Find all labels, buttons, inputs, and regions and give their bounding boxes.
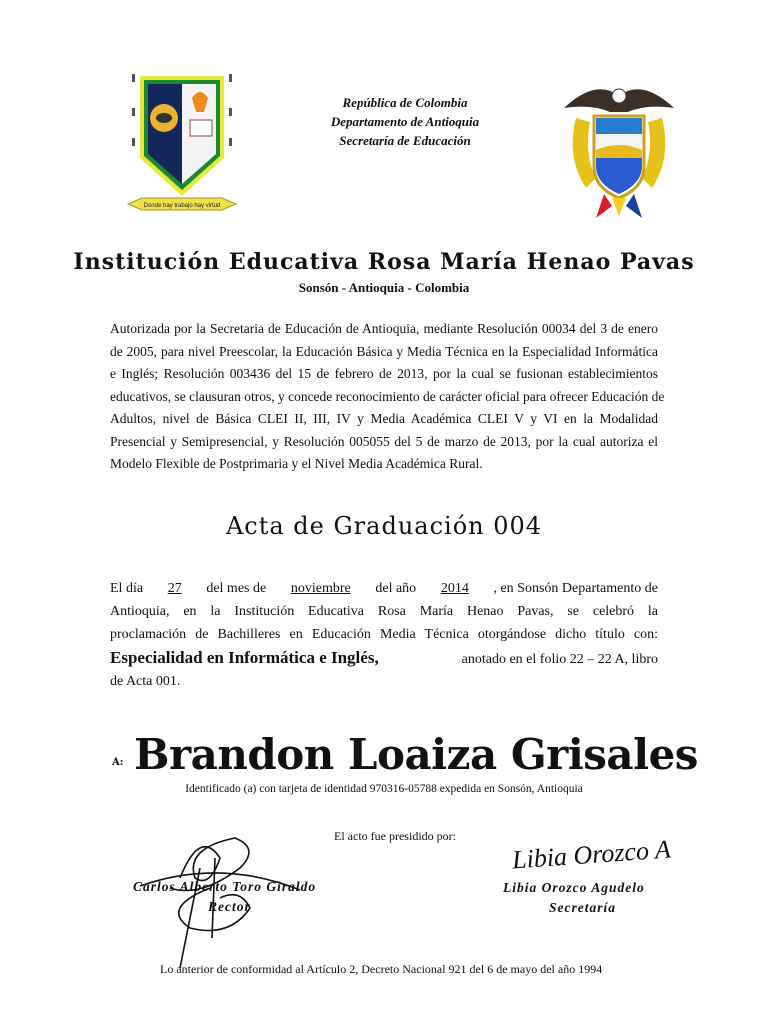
institution-name: Institución Educativa Rosa María Henao Pavas [73, 249, 695, 275]
specialty-title: Especialidad en Informática e Inglés, [110, 648, 379, 667]
presided-label: El acto fue presidido por: [334, 829, 456, 843]
gov-line-secretariat: Secretaría de Educación [339, 133, 471, 148]
gov-line-department: Departamento de Antioquia [330, 114, 480, 129]
graduate-name: Brandon Loaiza Grisales [134, 730, 698, 779]
colombia-coat-of-arms [556, 78, 682, 220]
acta-line: proclamación de Bachilleres en Educación Media Técnica otorgándose dicho título con: [110, 627, 658, 642]
acta-title: Acta de Graduación 004 [225, 512, 543, 540]
authorization-line: Presencial y Semipresencial, y Resolución 005055 del 5 de marzo de 2013, por la cual autoriza el [110, 434, 658, 449]
graduation-day: 27 [167, 581, 182, 596]
graduate-prefix: A: [112, 757, 124, 768]
acta-text: del mes de [206, 581, 267, 596]
acta-text: del año [375, 581, 417, 596]
acta-line: Antioquia, en la Institución Educativa Rosa María Henao Pavas, se celebró la [110, 604, 658, 619]
secretary-title: Secretaría [549, 900, 616, 915]
secretary-signature: Libia Orozco A [511, 834, 672, 875]
gov-line-republic: República de Colombia [342, 95, 468, 110]
school-motto: Donde hay trabajo hay virtud [143, 203, 221, 209]
acta-line: de Acta 001. [110, 674, 181, 689]
rector-name: Carlos Alberto Toro Giraldo [133, 879, 317, 894]
acta-text: anotado en el folio 22 – 22 A, libro [461, 652, 658, 667]
authorization-line: educativos, se clausuran otros, y concede reconocimiento de carácter oficial para ofrecer Educación de [110, 389, 665, 404]
institution-location: Sonsón - Antioquia - Colombia [298, 280, 470, 295]
graduation-month: noviembre [290, 581, 351, 596]
authorization-line: Modelo Flexible de Postprimaria y el Nivel Media Académica Rural. [110, 456, 483, 471]
authorization-line: de 2005, para nivel Preescolar, la Educación Básica y Media Técnica en la Especialidad Informática [110, 344, 658, 359]
school-shield-logo [118, 68, 246, 220]
acta-text: El día [110, 581, 144, 596]
authorization-line: Autorizada por la Secretaria de Educación de Antioquia, mediante Resolución 00034 del 3 de enero [110, 321, 658, 336]
graduate-id-line: Identificado (a) con tarjeta de identidad 970316-05788 expedida en Sonsón, Antioquia [185, 783, 583, 795]
rector-title: Rector [208, 899, 251, 914]
legal-footer: Lo anterior de conformidad al Artículo 2, Decreto Nacional 921 del 6 de mayo del año 1994 [160, 962, 603, 976]
secretary-name: Libia Orozco Agudelo [503, 880, 645, 895]
graduation-year: 2014 [440, 581, 469, 596]
authorization-line: Adultos, nivel de Básica CLEI II, III, IV y Media Académica CLEI V y VI en la Modalidad [110, 411, 658, 426]
authorization-line: e Inglés; Resolución 003436 del 15 de febrero de 2013, por la cual se fusionan establecimientos [110, 366, 658, 381]
acta-text: , en Sonsón Departamento de [493, 581, 658, 596]
